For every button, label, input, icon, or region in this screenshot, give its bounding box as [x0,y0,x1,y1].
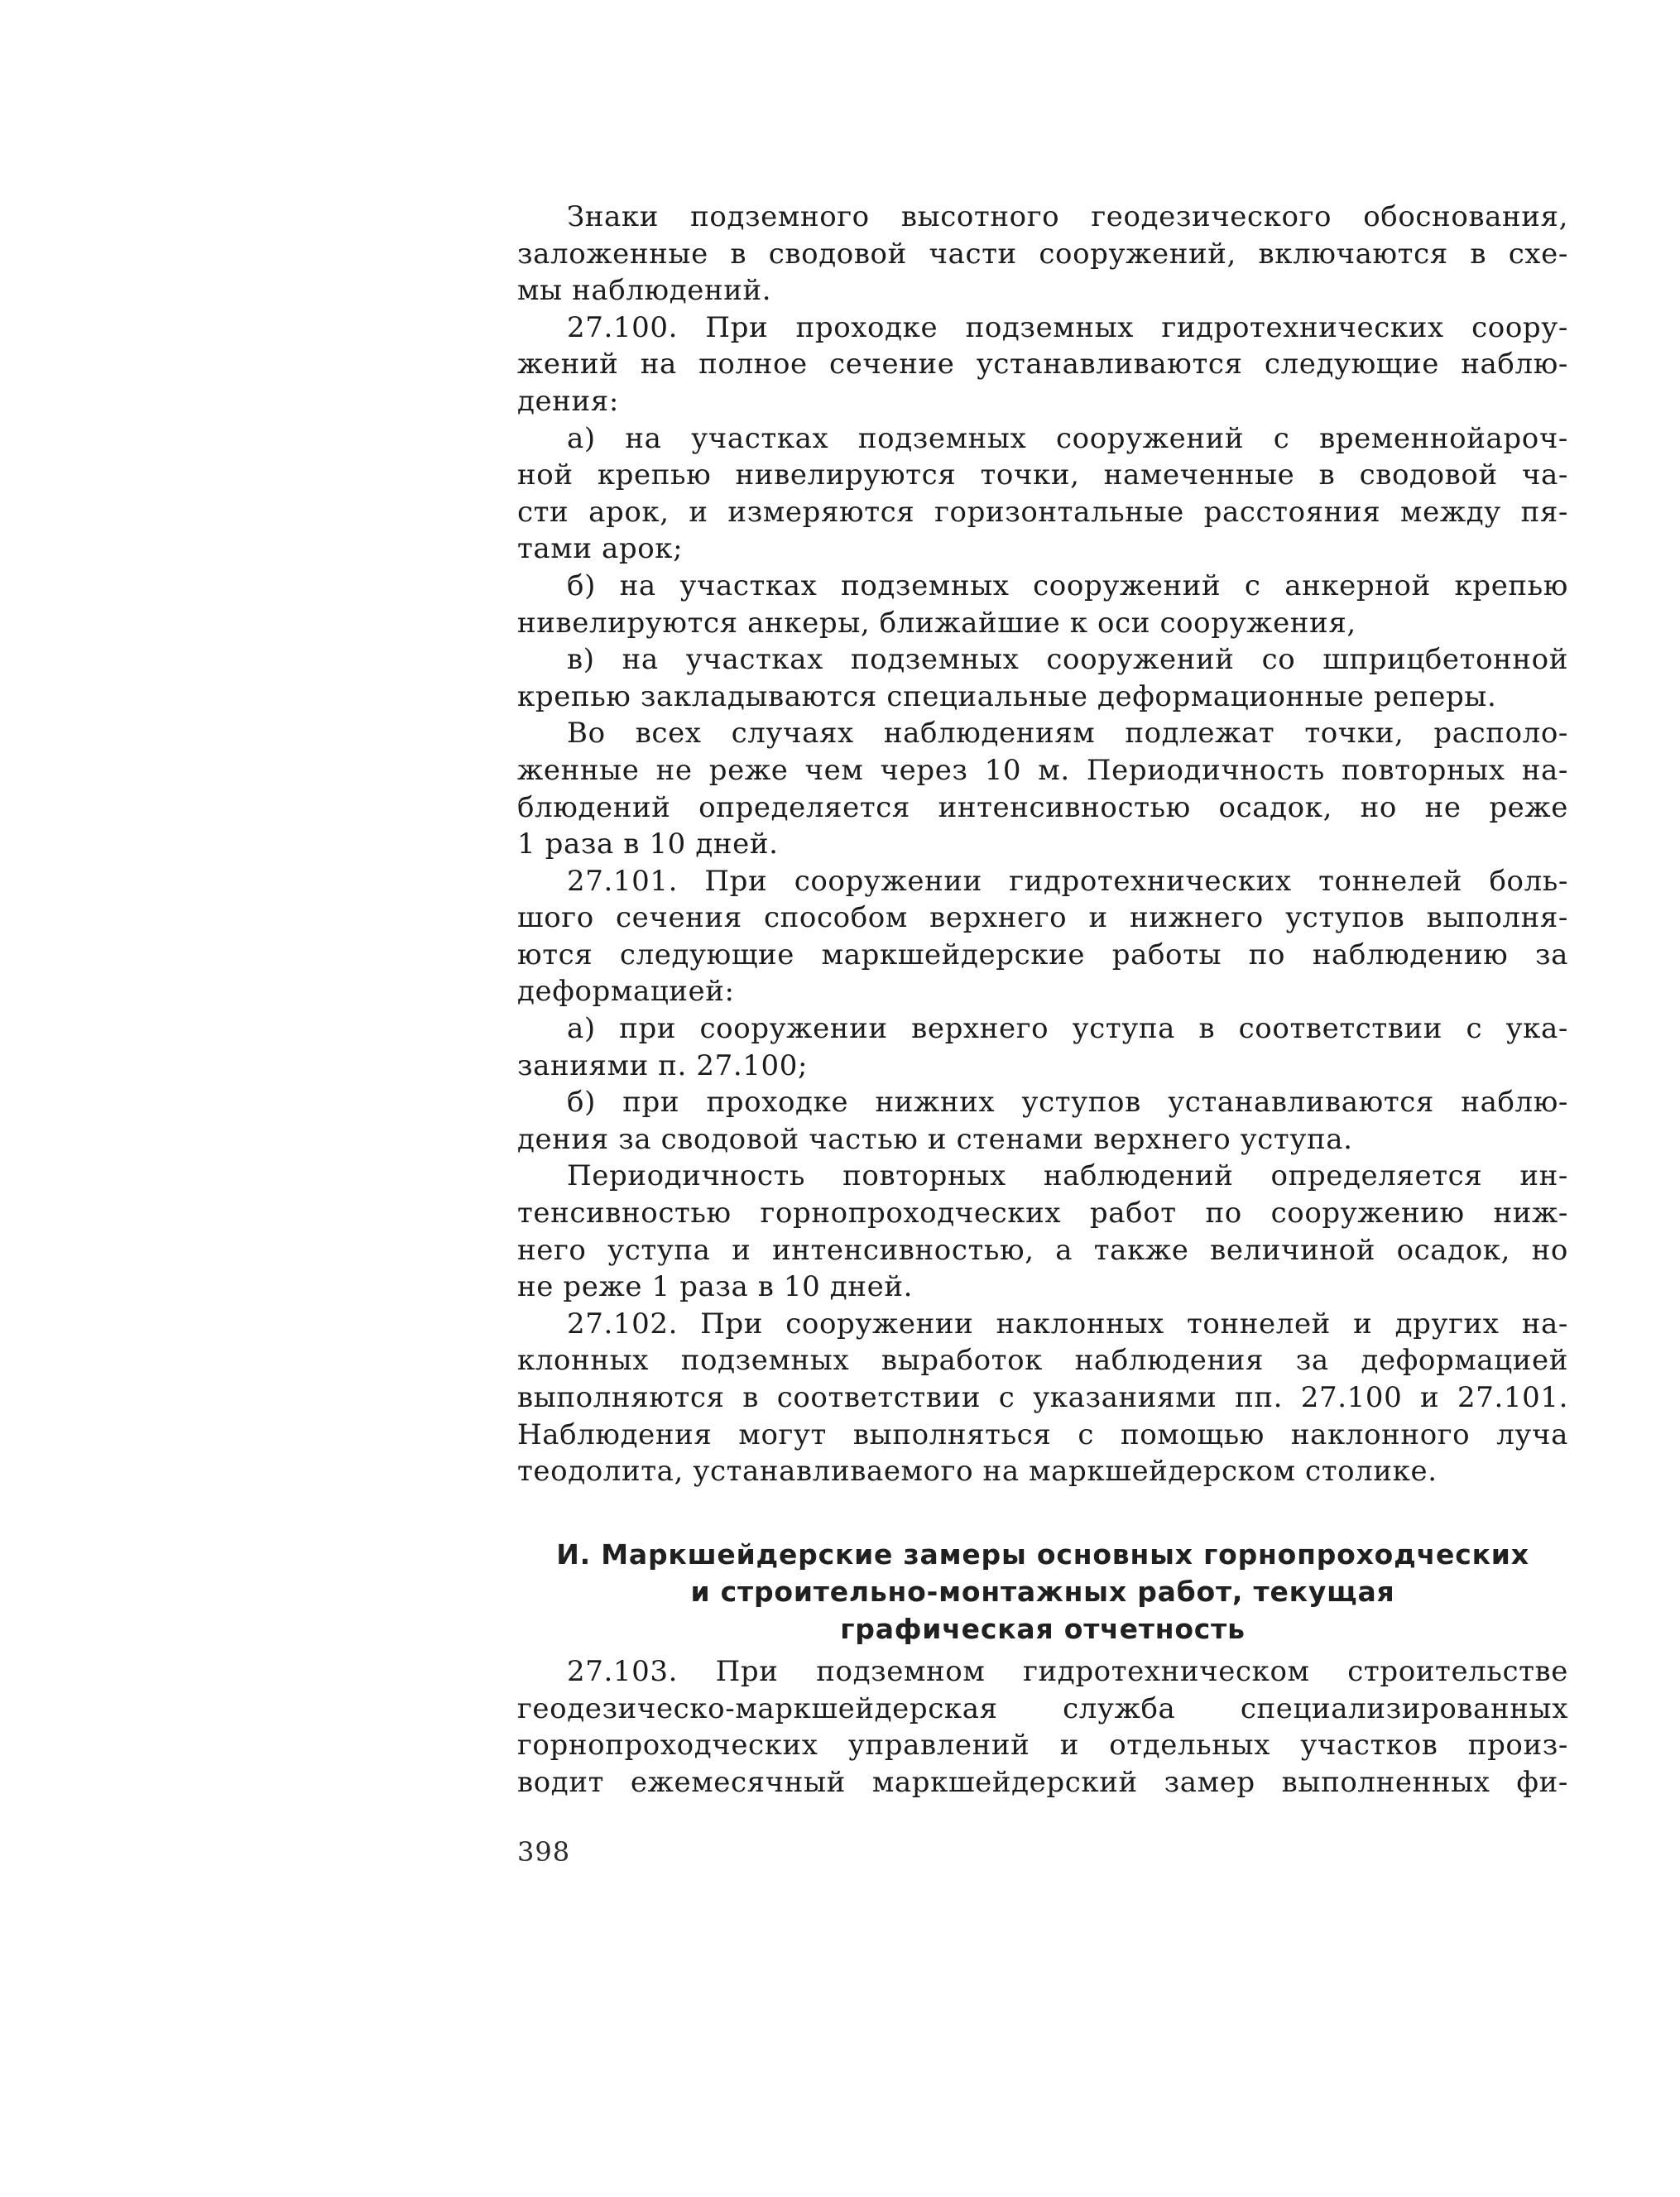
text-line: горнопроходческих управлений и отдельных участков произ- [517,1729,1568,1763]
text-line: шого сечения способом верхнего и нижнего уступов выполня- [517,901,1568,935]
section-heading [517,1536,1568,1648]
text-line: выполняются в соответствии с указаниями пп. 27.100 и 27.101. [517,1381,1568,1414]
text-line: сти арок, и измеряются горизонтальные расстояния между пя- [517,495,1568,529]
text-line: не реже 1 раза в 10 дней. [517,1270,913,1304]
page-number: 398 [517,1836,571,1868]
text-line: крепью закладываются специальные деформационные реперы. [517,679,1497,713]
text-line: тами арок; [517,532,684,566]
text-line: ной крепью нивелируются точки, намеченные в сводовой ча- [517,458,1568,492]
text-line: Периодичность повторных наблюдений определяется ин- [567,1159,1568,1193]
text-line: дения за сводовой частью и стенами верхнего уступа. [517,1122,1353,1156]
text-line: в) на участках подземных сооружений со шприцбетонной [567,643,1568,677]
text-line: женные не реже чем через 10 м. Периодичность повторных на- [517,753,1568,787]
body-text-continued [517,1653,1568,1801]
text-line: ются следующие маркшейдерские работы по наблюдению за [517,938,1568,971]
text-line: Знаки подземного высотного геодезического обоснования, [567,200,1568,233]
text-line: заниями п. 27.100; [517,1048,808,1082]
text-line: 27.103. При подземном гидротехническом строительстве [567,1655,1568,1688]
text-line: геодезическо-маркшейдерская служба специализированных [517,1691,1568,1725]
text-line: блюдений определяется интенсивностью осадок, но не реже [517,790,1568,824]
text-line: тенсивностью горнопроходческих работ по сооружению ниж- [517,1197,1568,1230]
text-line: теодолита, устанавливаемого на маркшейдерском столике. [517,1455,1438,1489]
text-line: Наблюдения могут выполняться с помощью наклонного луча [517,1417,1568,1451]
text-line: а) на участках подземных сооружений с временнойароч- [567,421,1568,455]
text-line: Во всех случаях наблюдениям подлежат точки, располо- [567,717,1568,751]
text-line: жений на полное сечение устанавливаются следующие наблю- [517,348,1568,381]
text-line: 27.100. При проходке подземных гидротехнических соору- [567,310,1568,344]
text-line: 27.101. При сооружении гидротехнических тоннелей боль- [567,864,1568,898]
body-text [517,199,1568,1490]
text-line: б) на участках подземных сооружений с анкерной крепью [567,568,1568,602]
text-line: нивелируются анкеры, ближайшие к оси сооружения, [517,606,1356,640]
text-line: него уступа и интенсивностью, а также величиной осадок, но [517,1233,1568,1267]
section-heading-line: и строительно-монтажных работ, текущая [690,1576,1395,1608]
section-heading-line: И. Маркшейдерские замеры основных горнопроходческих [556,1538,1529,1571]
text-line: водит ежемесячный маркшейдерский замер выполненных фи- [517,1765,1568,1799]
text-line: мы наблюдений. [517,274,772,308]
text-line: заложенные в сводовой части сооружений, включаются в схе- [517,237,1568,271]
text-line: 1 раза в 10 дней. [517,827,779,861]
text-line: клонных подземных выработок наблюдения за деформацией [517,1344,1568,1378]
section-heading-line: графическая отчетность [840,1613,1246,1645]
text-line: дения: [517,384,619,418]
text-line: деформацией: [517,975,735,1009]
text-line: 27.102. При сооружении наклонных тоннелей и других на- [567,1307,1568,1341]
text-line: а) при сооружении верхнего уступа в соответствии с ука- [567,1012,1568,1046]
text-line: б) при проходке нижних уступов устанавливаются наблю- [567,1086,1568,1120]
